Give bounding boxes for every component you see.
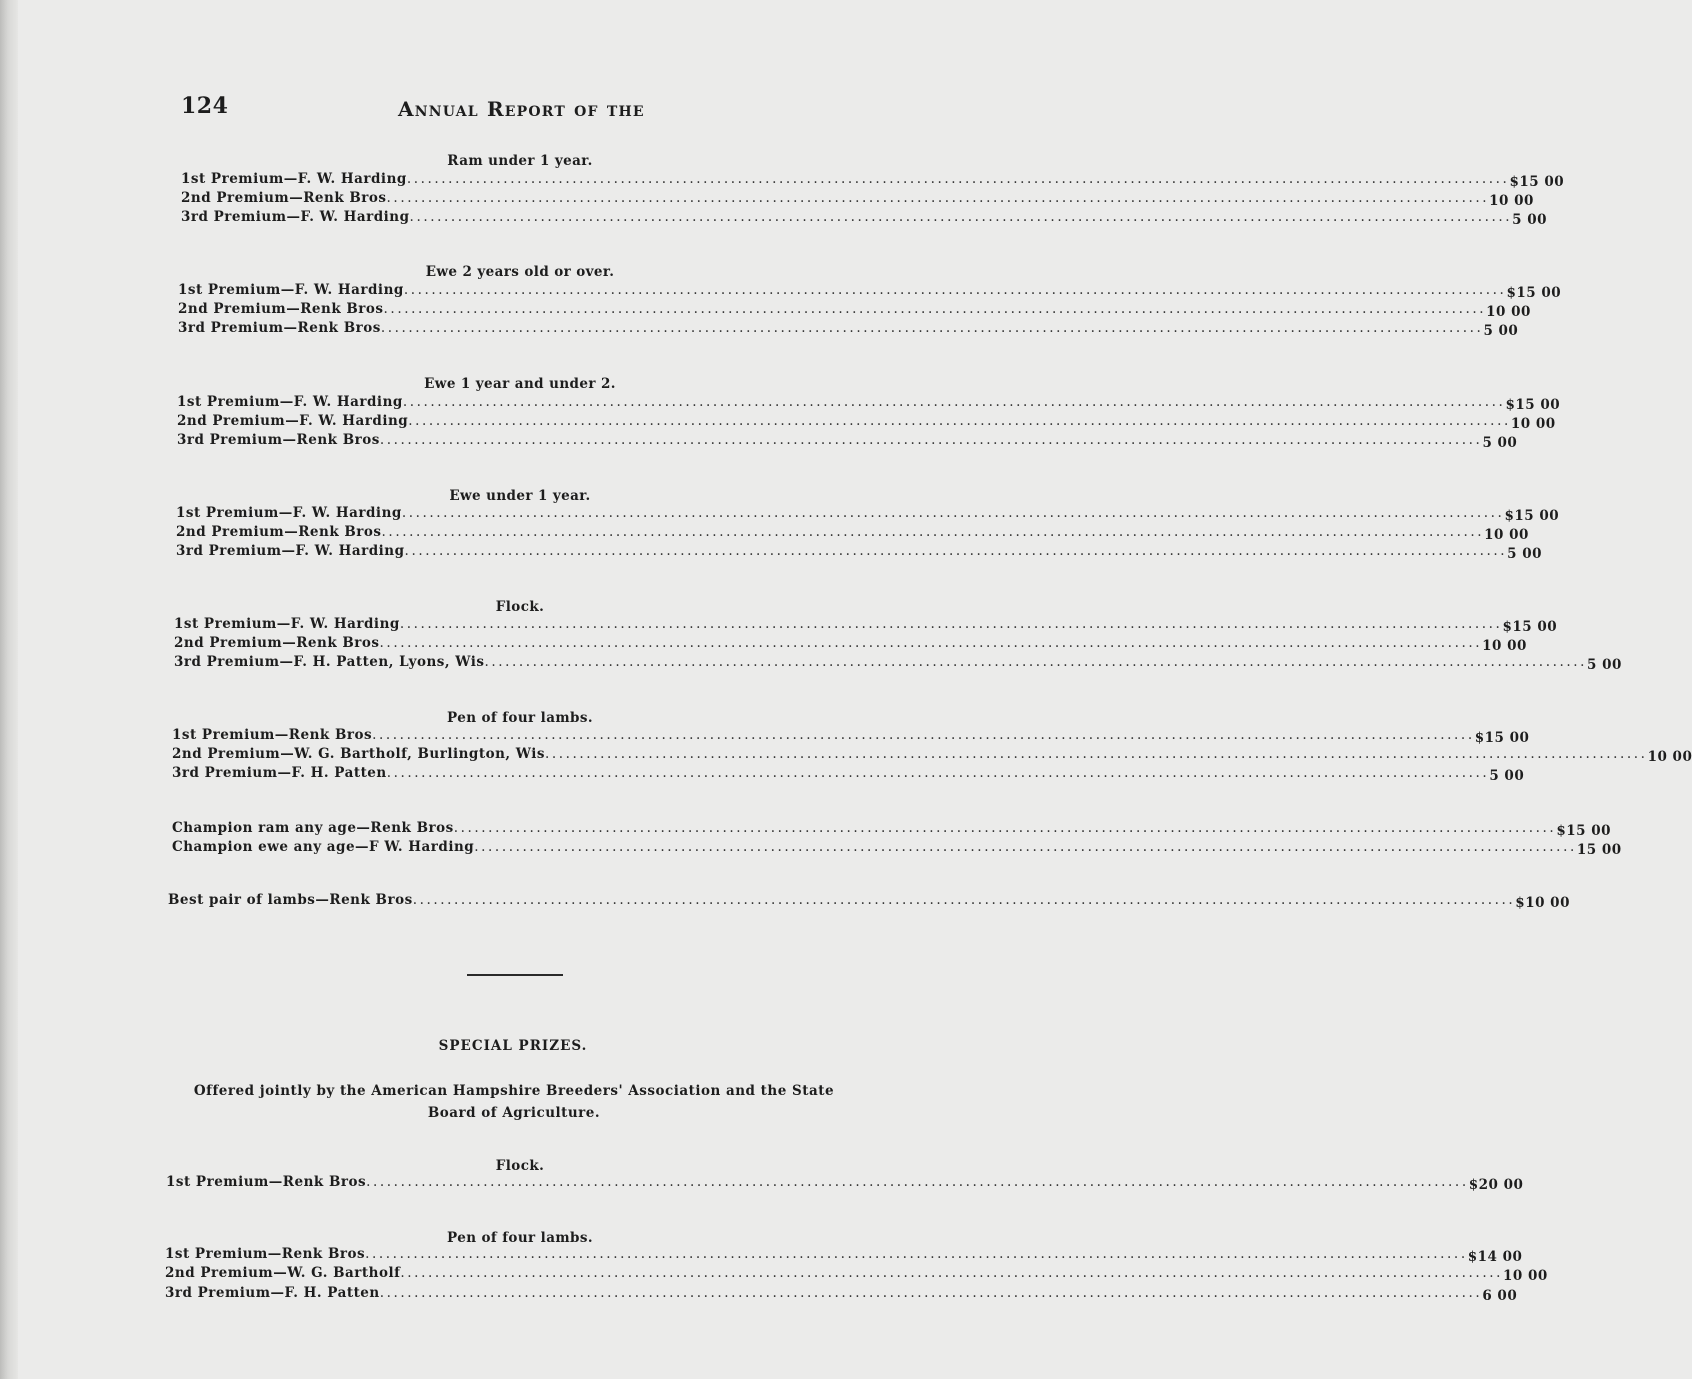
leader-dots: ................................................................................................................................................................ xyxy=(381,524,1485,540)
leader-dots: ................................................................................................................................................................ xyxy=(366,1174,1469,1190)
leader-dots: ................................................................................................................................................................ xyxy=(379,1285,1483,1301)
premium-entry xyxy=(176,505,1560,525)
section-divider-rule xyxy=(467,974,563,976)
premium-entry xyxy=(176,543,1543,563)
premium-entry xyxy=(178,320,1519,340)
entry-amount: 10 00 xyxy=(1482,638,1527,654)
premium-entry xyxy=(172,839,1622,859)
premium-entry xyxy=(177,413,1556,433)
entry-amount: 10 00 xyxy=(1489,193,1534,209)
entry-amount: 10 00 xyxy=(1647,749,1692,765)
entry-amount: 5 00 xyxy=(1483,323,1519,339)
premium-entry xyxy=(172,820,1611,840)
entry-amount: 10 00 xyxy=(1484,527,1529,543)
entry-name: 2nd Premium—W. G. Bartholf xyxy=(165,1265,401,1281)
running-head: Annual Report of the xyxy=(398,97,645,121)
section-heading: Flock. xyxy=(495,599,545,615)
entry-amount: 10 00 xyxy=(1486,304,1531,320)
leader-dots: ................................................................................................................................................................ xyxy=(412,892,1516,908)
entry-name: Champion ewe any age—F W. Harding xyxy=(172,839,475,855)
entry-name: Champion ram any age—Renk Bros xyxy=(172,820,454,836)
entry-name: 1st Premium—F. W. Harding xyxy=(178,282,404,298)
entry-name: 1st Premium—F. W. Harding xyxy=(174,616,400,632)
section-heading: Ewe 2 years old or over. xyxy=(425,264,615,280)
entry-name: 1st Premium—Renk Bros xyxy=(165,1246,366,1262)
leader-dots: ................................................................................................................................................................ xyxy=(386,190,1490,206)
leader-dots: ................................................................................................................................................................ xyxy=(406,171,1510,187)
leader-dots: ................................................................................................................................................................ xyxy=(383,301,1487,317)
entry-name: 1st Premium—F. W. Harding xyxy=(176,505,402,521)
entry-name: 3rd Premium—Renk Bros xyxy=(177,432,380,448)
section-heading: Pen of four lambs. xyxy=(447,1230,593,1246)
leader-dots: ................................................................................................................................................................ xyxy=(379,635,1483,651)
leader-dots: ................................................................................................................................................................ xyxy=(408,413,1511,429)
premium-entry xyxy=(174,616,1558,636)
entry-name: 2nd Premium—Renk Bros xyxy=(174,635,380,651)
premium-entry xyxy=(165,1285,1518,1305)
leader-dots: ................................................................................................................................................................ xyxy=(379,432,1483,448)
leader-dots: ................................................................................................................................................................ xyxy=(400,1265,1503,1281)
premium-entry xyxy=(181,190,1534,210)
premium-entry xyxy=(165,1265,1548,1285)
premium-entry xyxy=(168,892,1570,912)
entry-amount: 10 00 xyxy=(1510,416,1556,432)
entry-amount: 15 00 xyxy=(1576,842,1622,858)
premium-entry xyxy=(178,282,1562,302)
leader-dots: ................................................................................................................................................................ xyxy=(365,1246,1468,1262)
entry-name: 3rd Premium—Renk Bros xyxy=(178,320,381,336)
special-prizes-offered-note: Offered jointly by the American Hampshire Breeders' Association and the State Board of Agriculture. xyxy=(193,1083,835,1121)
entry-name: 3rd Premium—F. H. Patten, Lyons, Wis xyxy=(174,654,485,670)
premium-entry xyxy=(172,727,1530,747)
section-heading: Ewe 1 year and under 2. xyxy=(424,376,616,392)
premium-entry xyxy=(172,765,1525,785)
premium-entry xyxy=(177,432,1518,452)
entry-name: 3rd Premium—F. H. Patten xyxy=(165,1285,380,1301)
premium-entry xyxy=(174,654,1622,674)
leader-dots: ................................................................................................................................................................ xyxy=(403,282,1507,298)
leader-dots: ................................................................................................................................................................ xyxy=(409,209,1513,225)
entry-amount: $15 00 xyxy=(1504,508,1560,524)
premium-entry xyxy=(177,394,1561,414)
entry-name: 2nd Premium—W. G. Bartholf, Burlington, Wis xyxy=(172,746,545,762)
leader-dots: ................................................................................................................................................................ xyxy=(484,654,1588,670)
premium-entry xyxy=(174,635,1527,655)
leader-dots: ................................................................................................................................................................ xyxy=(386,765,1490,781)
premium-entry xyxy=(181,171,1565,191)
leader-dots: ................................................................................................................................................................ xyxy=(401,505,1505,521)
entry-amount: 5 00 xyxy=(1512,212,1548,228)
premium-entry xyxy=(181,209,1548,229)
page-number: 124 xyxy=(181,93,229,119)
entry-name: 2nd Premium—Renk Bros xyxy=(181,190,387,206)
entry-name: 2nd Premium—Renk Bros xyxy=(178,301,384,317)
leader-dots: ................................................................................................................................................................ xyxy=(474,839,1577,855)
entry-name: Best pair of lambs—Renk Bros xyxy=(168,892,413,908)
entry-amount: $10 00 xyxy=(1515,895,1570,911)
entry-name: 2nd Premium—F. W. Harding xyxy=(177,413,409,429)
premium-entry xyxy=(172,746,1692,766)
page-binding-edge xyxy=(0,0,18,1379)
entry-name: 1st Premium—F. W. Harding xyxy=(177,394,403,410)
leader-dots: ................................................................................................................................................................ xyxy=(399,616,1503,632)
entry-name: 3rd Premium—F. W. Harding xyxy=(176,543,405,559)
entry-amount: $15 00 xyxy=(1506,285,1562,301)
leader-dots: ................................................................................................................................................................ xyxy=(404,543,1508,559)
section-heading: Pen of four lambs. xyxy=(447,710,593,726)
entry-name: 1st Premium—F. W. Harding xyxy=(181,171,407,187)
entry-amount: 5 00 xyxy=(1482,435,1518,451)
entry-amount: 5 00 xyxy=(1489,768,1525,784)
entry-name: 3rd Premium—F. W. Harding xyxy=(181,209,410,225)
premium-entry xyxy=(166,1174,1524,1194)
section-heading: Ewe under 1 year. xyxy=(449,488,591,504)
entry-amount: $15 00 xyxy=(1509,174,1565,190)
premium-entry xyxy=(178,301,1531,321)
special-prizes-title: SPECIAL PRIZES. xyxy=(438,1038,588,1054)
leader-dots: ................................................................................................................................................................ xyxy=(372,727,1475,743)
leader-dots: ................................................................................................................................................................ xyxy=(402,394,1506,410)
entry-name: 3rd Premium—F. H. Patten xyxy=(172,765,387,781)
premium-entry xyxy=(176,524,1529,544)
premium-entry xyxy=(165,1246,1523,1266)
entry-amount: $14 00 xyxy=(1467,1249,1523,1265)
leader-dots: ................................................................................................................................................................ xyxy=(380,320,1484,336)
entry-name: 2nd Premium—Renk Bros xyxy=(176,524,382,540)
entry-amount: 5 00 xyxy=(1587,657,1622,673)
entry-amount: $15 00 xyxy=(1505,397,1561,413)
entry-name: 1st Premium—Renk Bros xyxy=(166,1174,367,1190)
entry-amount: 6 00 xyxy=(1482,1288,1518,1304)
entry-amount: $20 00 xyxy=(1468,1177,1524,1193)
entry-amount: 5 00 xyxy=(1507,546,1543,562)
entry-amount: $15 00 xyxy=(1502,619,1558,635)
section-heading: Flock. xyxy=(495,1158,545,1174)
entry-amount: $15 00 xyxy=(1474,730,1530,746)
leader-dots: ................................................................................................................................................................ xyxy=(544,746,1648,762)
entry-amount: 10 00 xyxy=(1503,1268,1548,1284)
section-heading: Ram under 1 year. xyxy=(447,153,593,169)
entry-name: 1st Premium—Renk Bros xyxy=(172,727,373,743)
leader-dots: ................................................................................................................................................................ xyxy=(453,820,1557,836)
entry-amount: $15 00 xyxy=(1556,823,1611,839)
